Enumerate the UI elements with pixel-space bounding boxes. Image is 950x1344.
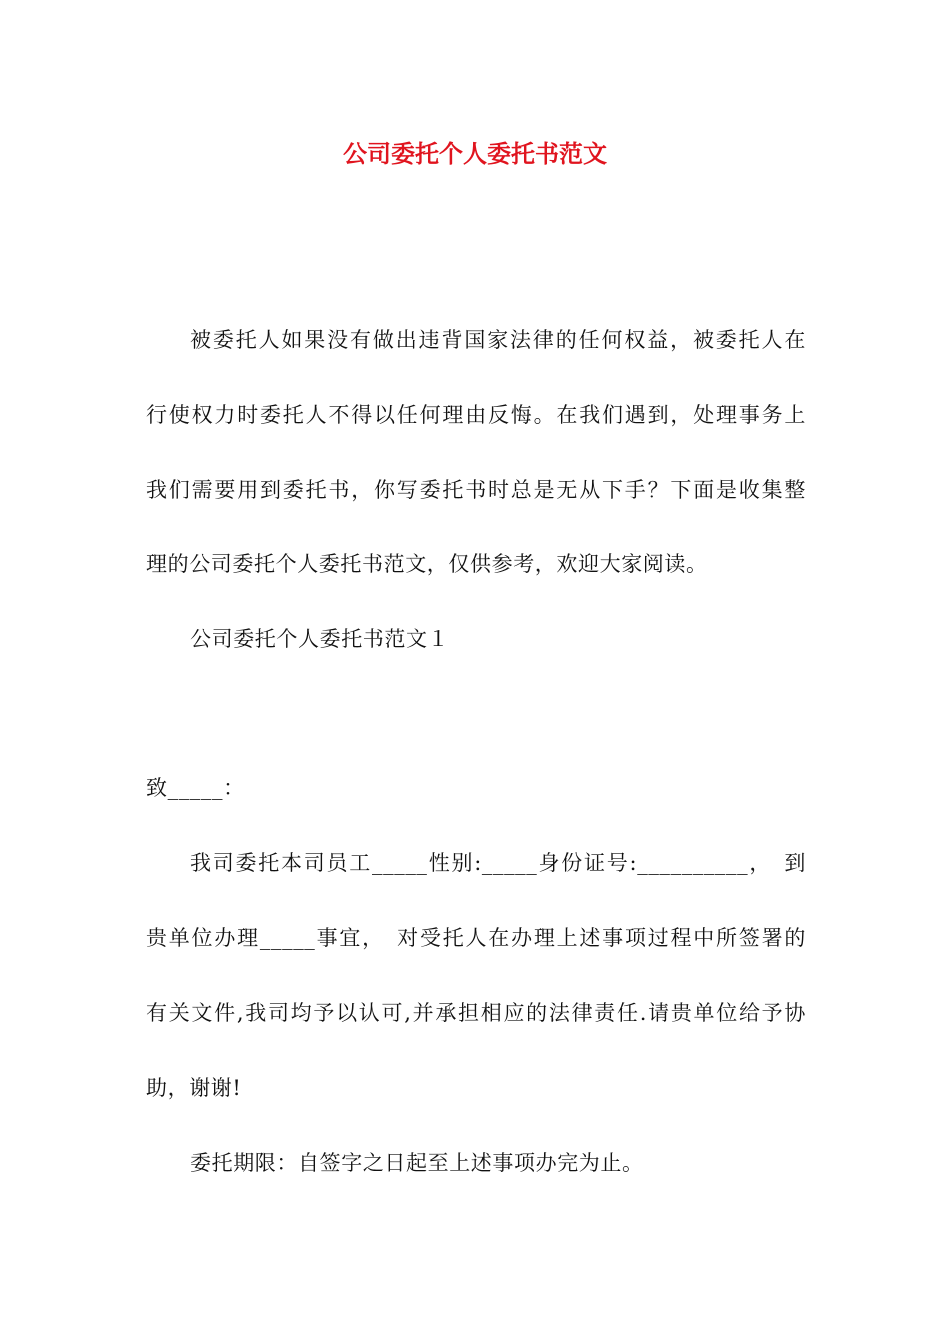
intro-line-3: 我们需要用到委托书，你写委托书时总是无从下手？下面是收集整 <box>146 478 806 502</box>
addressee-line: 致_____： <box>146 776 245 800</box>
intro-line-1: 被委托人如果没有做出违背国家法律的任何权益，被委托人在 <box>190 328 806 352</box>
body-line-3: 有关文件,我司均予以认可,并承担相应的法律责任.请贵单位给予协 <box>146 1001 806 1025</box>
body-line-2: 贵单位办理_____事宜， 对受托人在办理上述事项过程中所签署的 <box>146 926 806 950</box>
intro-line-2: 行使权力时委托人不得以任何理由反悔。在我们遇到，处理事务上 <box>146 403 806 427</box>
body-line-4: 助，谢谢! <box>146 1076 242 1100</box>
body-line-1: 我司委托本司员工_____性别:_____身份证号:__________， 到 <box>190 851 806 875</box>
section-heading-1: 公司委托个人委托书范文１ <box>190 627 450 651</box>
intro-line-4: 理的公司委托个人委托书范文，仅供参考，欢迎大家阅读。 <box>146 552 708 576</box>
term-line: 委托期限：自签字之日起至上述事项办完为止。 <box>190 1151 644 1175</box>
document-title: 公司委托个人委托书范文 <box>343 139 607 168</box>
